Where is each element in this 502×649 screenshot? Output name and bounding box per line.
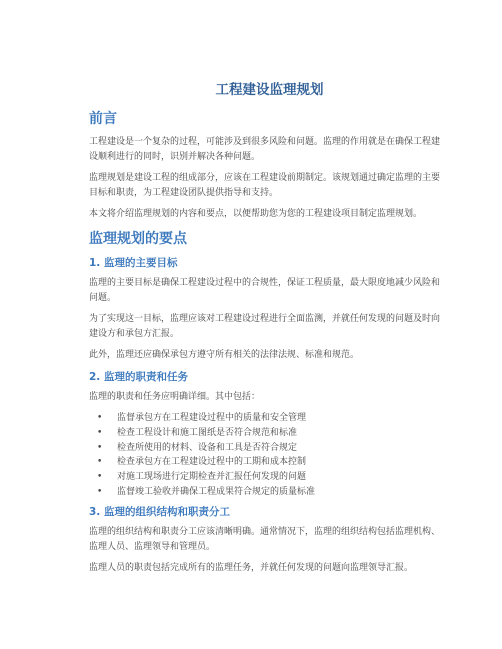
duties-list	[89, 411, 444, 500]
list-item: • 监督竣工验收并确保工程成果符合规定的质量标准	[89, 485, 444, 500]
list-item: • 监督承包方在工程建设过程中的质量和安全管理	[89, 411, 444, 426]
preface-paragraph: 本文将介绍监理规划的内容和要点，以便帮助您为您的工程建设项目制定监理规划。	[89, 209, 423, 219]
preface-heading: 前言	[89, 111, 117, 127]
document-title: 工程建设监理规划	[215, 82, 324, 98]
section-paragraph: 此外，监理还应确保承包方遵守所有相关的法律法规、标准和规范。	[89, 350, 360, 360]
list-item: • 检查工程设计和施工图纸是否符合规范和标准	[89, 426, 444, 441]
list-item: • 检查所使用的材料、设备和工具是否符合规定	[89, 441, 444, 456]
section-heading-duties: 2. 监理的职责和任务	[89, 371, 188, 383]
section-paragraph: 监理的主要目标是确保工程建设过程中的合规性，保证工程质量，最大限度地减少风险和问题。	[89, 278, 441, 303]
list-item: • 对施工现场进行定期检查并汇报任何发现的问题	[89, 470, 444, 485]
keypoints-heading: 监理规划的要点	[89, 231, 187, 247]
section-paragraph: 监理人员的职责包括完成所有的监理任务，并就任何发现的问题向监理领导汇报。	[89, 562, 414, 573]
section-paragraph: 监理的职责和任务应明确详细。其中包括：	[89, 392, 261, 402]
section-paragraph: 为了实现这一目标，监理应该对工程建设过程进行全面监测，并就任何发现的问题及时向建设方和承包方汇报。	[89, 314, 441, 339]
section-paragraph: 监理的组织结构和职责分工应该清晰明确。通常情况下，监理的组织结构包括监理机构、监理人员、监理领导和管理员。	[89, 526, 441, 552]
section-heading-goals: 1. 监理的主要目标	[89, 257, 178, 269]
preface-paragraph: 监理规划是建设工程的组成部分，应该在工程建设前期制定。该规划通过确定监理的主要目标和职责，为工程建设团队提供指导和支持。	[89, 173, 441, 198]
preface-paragraph: 工程建设是一个复杂的过程，可能涉及到很多风险和问题。监理的作用就是在确保工程建设顺利进行的同时，识别并解决各种问题。	[89, 137, 441, 162]
list-item: • 检查承包方在工程建设过程中的工期和成本控制	[89, 455, 444, 470]
section-heading-organization: 3. 监理的组织结构和职责分工	[89, 505, 230, 518]
